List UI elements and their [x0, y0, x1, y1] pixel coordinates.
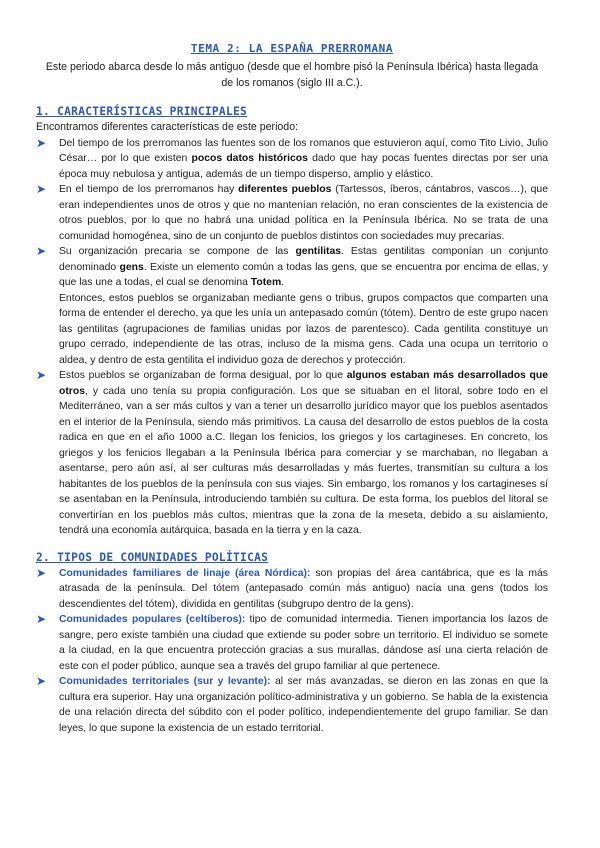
item-highlight: pocos datos históricos: [191, 153, 308, 164]
item-highlight: gens: [119, 261, 144, 273]
list-item: [36, 136, 548, 183]
item-highlight: gentilitas: [295, 246, 342, 257]
arrow-bullet-icon: ➤: [36, 244, 47, 258]
item-text: . Estas gentilitas componían un conjunto denominado: [59, 246, 548, 273]
arrow-bullet-icon: ➤: [36, 135, 47, 150]
arrow-bullet-icon: ➤: [36, 182, 47, 196]
arrow-bullet-icon: ➤: [36, 368, 47, 382]
item-label: Comunidades populares (celtíberos):: [59, 614, 246, 625]
item-text: al ser más avanzadas, se dieron en las zonas en que la cultura era superior. Hay una organización político-administrativa y un gobierno. Se habla de la existencia de una relación directa del súbdito con el poder político, independientemente del grupo familiar. Se dan leyes, lo que supone la existencia de un estado territorial.: [59, 676, 548, 734]
item-text: tipo de comunidad intermedia. Tienen importancia los lazos de sangre, pero existe también una ciudad que extiende su poder sobre un territorio. El individuo se somete a la ciudad, en la que encuentra protección gracias a sus murallas, dándose así una cierta relación de este con el poder público, aunque sea a través del grupo familiar al que pertenece.: [59, 614, 548, 672]
item-text: . Existe un elemento común a todas las gens, que se encuentra por encima de ellas, y que las une a todas, el cual se denomina: [59, 261, 548, 288]
section-heading-characteristics: 1. CARACTERÍSTICAS PRINCIPALES: [36, 105, 248, 118]
item-text: Estos pueblos se organizaban de forma desigual, por lo que: [59, 370, 347, 381]
item-text: (Tartessos, íberos, cántabros, vascos…), que eran independientes unos de otros y que no mantenían relación, no eran conscientes de la existencia de otros pueblos, por lo que no habrá una unidad política en la Península Ibérica. No se trata de una comunidad homogénea, sino de un conjunto de pueblos distintos con sociedades muy precarias.: [59, 184, 548, 242]
item-highlight: Totem: [250, 277, 282, 288]
arrow-bullet-icon: ➤: [36, 674, 47, 688]
item-text: Del tiempo de los prerromanos las fuentes son de los romanos que estuvieron aquí, como Tito Livio, Julio César… por lo que existen: [59, 137, 548, 164]
list-item: [36, 612, 548, 674]
item-text: Su organización precaria se compone de las: [59, 246, 296, 257]
item-text: En el tiempo de los prerromanos hay: [59, 184, 239, 195]
arrow-bullet-icon: ➤: [36, 612, 47, 626]
section-heading-political-communities: 2. TIPOS DE COMUNIDADES POLÍTICAS: [36, 550, 269, 564]
item-paragraph: Entonces, estos pueblos se organizaban mediante gens o tribus, grupos compactos que comparten una forma de entender el derecho, ya que les unía un antepasado común (tótem). Dentro de este grupo nacen las gentilitas (agrupaciones de familias unidas por lazos de parentesco). Cada gentilita constituye un grupo cerrado, independiente de las otras, incluso de la misma gens. Cada una ocupa un territorio o aldea, y dentro de esta gentilita el individuo goza de derechos y protección.: [59, 292, 548, 366]
characteristics-list: [36, 136, 548, 539]
document-intro: Este periodo abarca desde lo más antiguo (desde que el hombre pisó la Península Ibérica) hasta llegada de los romanos (siglo III a.C.).: [45, 61, 539, 89]
document-title: TEMA 2: LA ESPAÑA PRERROMANA: [190, 42, 394, 55]
list-item: [36, 182, 548, 244]
section-intro-characteristics: Encontramos diferentes características de este periodo:: [36, 121, 299, 133]
arrow-bullet-icon: ➤: [36, 565, 47, 580]
item-label: Comunidades territoriales (sur y levante):: [59, 676, 271, 687]
item-highlight: diferentes pueblos: [238, 184, 332, 195]
item-text: .: [281, 277, 285, 288]
item-text: son propias del área cantábrica, que es la más atrasada de la península. Del tótem (antepasado común más antiguo) nacía una gens (todos los descendientes del tótem), dividida en gentilitas (subgrupo dentro de la gens).: [59, 567, 548, 610]
item-highlight: algunos estaban más desarrollados que otros: [59, 370, 548, 397]
list-item: [36, 674, 548, 736]
item-text: , y cada uno tenía su propia configuración. Los que se situaban en el litoral, sobre todo en el Mediterráneo, van a ser más cultos y van a tener un desarrollo jurídico mayor que los pueblos asentados en el interior de la Península, siendo más primitivos. La causa del desarrollo de estos pueblos de la costa radica en que en el año 1000 a.C. llegan los fenicios, los griegos y los cartagineses. En concreto, los griegos y los fenicios llegaban a la Península Ibérica para comerciar y se marchaban, no llegaban a asentarse, pero aún así, al ser culturas más desarrolladas y más fuertes, transmitían su cultura a los habitantes de los pueblos de la península con sus viajes. Sin embargo, los romanos y los cartagineses sí se asentaban en la Península, introduciendo también su cultura. De esta forma, los pueblos del litoral se convertirían en los pueblos más cultos, mientras que la zona de la meseta, debido a su aislamiento, tendrá una economía autárquica, basada en la tierra y en la caza.: [59, 385, 548, 536]
list-item: [36, 566, 548, 613]
list-item: [36, 244, 548, 368]
list-item: [36, 368, 548, 539]
political-communities-list: [36, 566, 548, 737]
item-label: Comunidades familiares de linaje (área Nórdica):: [59, 567, 311, 579]
item-text: dado que hay pocas fuentes directas por ser una época muy nebulosa y antigua, además de un tiempo disperso, amplio y elástico.: [59, 153, 548, 180]
